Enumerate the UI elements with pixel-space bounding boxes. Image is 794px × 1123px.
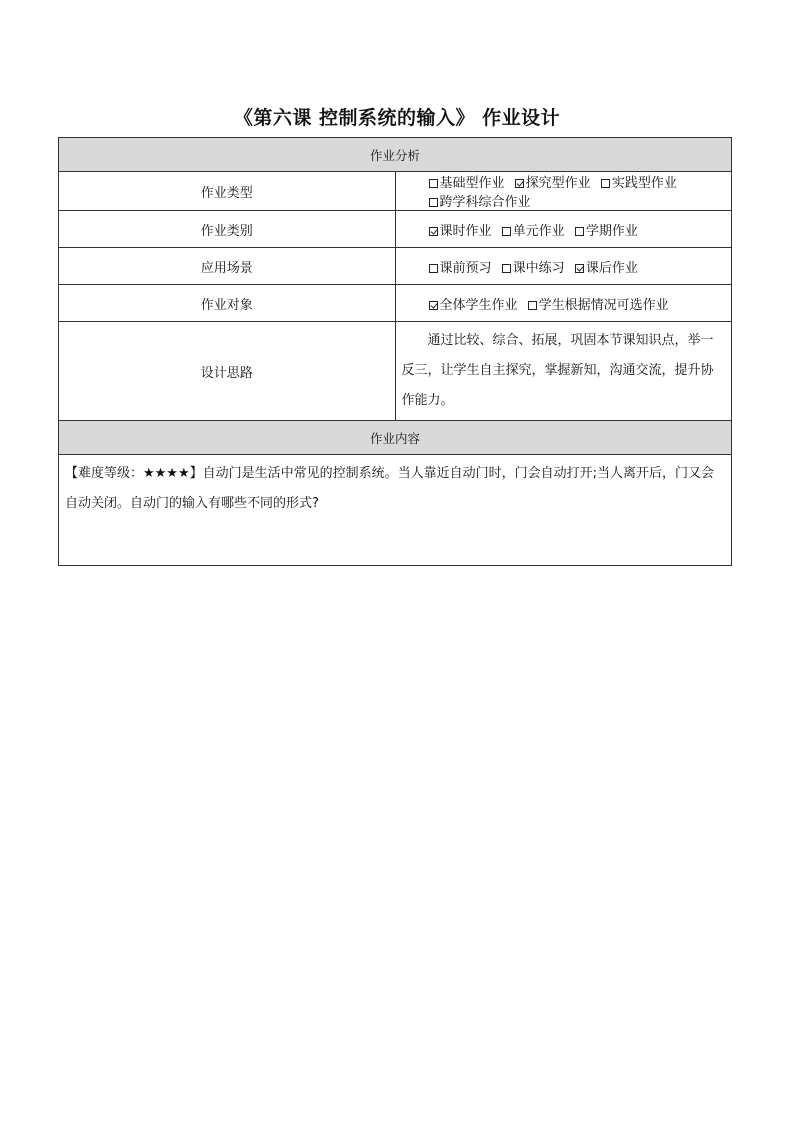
assignment-table xyxy=(58,137,732,566)
checked-checkbox-icon[interactable] xyxy=(429,227,438,236)
row-label-audience: 作业对象 xyxy=(59,285,396,322)
checked-checkbox-icon[interactable] xyxy=(429,301,438,310)
row-options-category xyxy=(395,211,732,248)
checkbox-icon[interactable] xyxy=(429,264,438,273)
option-semester[interactable]: 学期作业 xyxy=(575,220,638,239)
approach-text: 通过比较、综合、拓展，巩固本节课知识点，举一反三，让学生自主探究，掌握新知，沟通交流，提升协作能力。 xyxy=(395,322,732,421)
table-row xyxy=(59,172,732,211)
checkbox-icon[interactable] xyxy=(502,264,511,273)
checkbox-icon[interactable] xyxy=(502,227,511,236)
row-options-type xyxy=(395,172,732,211)
option-basic[interactable]: 基础型作业 xyxy=(429,172,505,191)
option-inquiry[interactable]: 探究型作业 xyxy=(515,172,591,191)
checkbox-icon[interactable] xyxy=(575,227,584,236)
option-after-class[interactable]: 课后作业 xyxy=(575,257,638,276)
row-label-scenario: 应用场景 xyxy=(59,248,396,285)
option-interdisciplinary[interactable]: 跨学科综合作业 xyxy=(429,191,531,210)
question-text: 自动门是生活中常见的控制系统。当人靠近自动门时，门会自动打开;当人离开后，门又会自动关闭。自动门的输入有哪些不同的形式? xyxy=(65,466,715,511)
checkbox-icon[interactable] xyxy=(429,198,438,207)
row-label-category: 作业类别 xyxy=(59,211,396,248)
checkbox-icon[interactable] xyxy=(528,301,537,310)
option-in-class[interactable]: 课中练习 xyxy=(502,257,565,276)
option-all-students[interactable]: 全体学生作业 xyxy=(429,294,518,313)
option-lesson[interactable]: 课时作业 xyxy=(429,220,492,239)
page-title: 《第六课 控制系统的输入》 作业设计 xyxy=(233,107,561,129)
option-preview[interactable]: 课前预习 xyxy=(429,257,492,276)
row-options-scenario xyxy=(395,248,732,285)
table-row xyxy=(59,285,732,322)
option-practice[interactable]: 实践型作业 xyxy=(601,172,677,191)
checkbox-icon[interactable] xyxy=(429,179,438,188)
table-row xyxy=(59,211,732,248)
content-body xyxy=(59,455,732,566)
difficulty-label: 【难度等级：★★★★】 xyxy=(65,466,203,481)
checkbox-icon[interactable] xyxy=(601,179,610,188)
content-section-header: 作业内容 xyxy=(59,421,732,455)
row-label-approach: 设计思路 xyxy=(59,322,396,421)
option-optional[interactable]: 学生根据情况可选作业 xyxy=(528,294,669,313)
analysis-section-header: 作业分析 xyxy=(59,138,732,172)
table-row xyxy=(59,322,732,421)
row-label-type: 作业类型 xyxy=(59,172,396,211)
row-options-audience xyxy=(395,285,732,322)
table-row xyxy=(59,248,732,285)
option-unit[interactable]: 单元作业 xyxy=(502,220,565,239)
checked-checkbox-icon[interactable] xyxy=(515,179,524,188)
checked-checkbox-icon[interactable] xyxy=(575,264,584,273)
